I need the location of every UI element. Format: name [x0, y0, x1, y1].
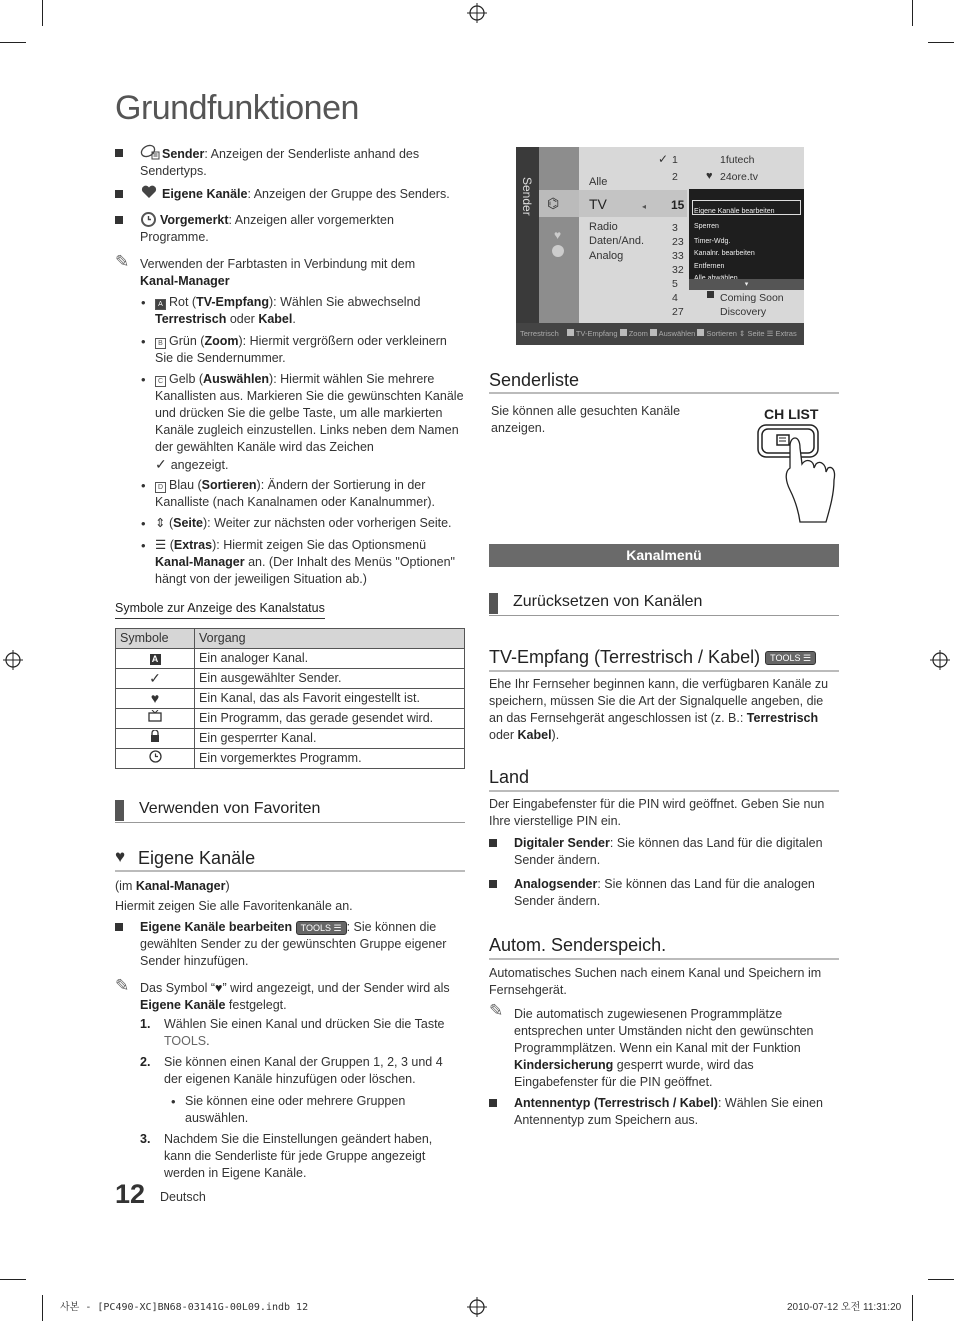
- bullet-square-icon: [115, 190, 123, 198]
- text: ): Hiermit vergrößern oder verkleinern Sie die Sendernummer.: [155, 334, 447, 365]
- section-marker: [489, 593, 498, 614]
- text: Die automatisch zugewiesenen Programmplätze entsprechen unter Umständen nicht den gewünschten Programmplätzen. Wenn ein Kanal mit der Funktion: [514, 1007, 814, 1055]
- cat-daten[interactable]: Daten/And.: [589, 235, 645, 247]
- crop-mark: [928, 42, 954, 43]
- page-title: Grundfunktionen: [115, 89, 359, 127]
- text-bold: Antennentyp (Terrestrisch / Kabel): [514, 1096, 718, 1110]
- kanalmenu-bar: Kanalmenü: [489, 544, 839, 567]
- table-row: [116, 649, 465, 669]
- text: (: [165, 516, 174, 530]
- bullet-text: : Anzeigen aller vorgemerkten Programme.: [140, 213, 394, 244]
- table-cell: Ein analoger Kanal.: [195, 649, 465, 669]
- checkmark-icon: ✓: [155, 456, 167, 472]
- section-marker: [115, 800, 124, 821]
- text: gesperrt wurde, wird das Eingabefenster für die PIN geöffnet.: [514, 1058, 754, 1089]
- table-cell: Ein Kanal, das als Favorit eingestellt ist.: [195, 689, 465, 709]
- page-language: Deutsch: [160, 1190, 206, 1204]
- text: ): Wählen Sie abwechselnd: [269, 295, 421, 309]
- sub-bullet-gelb: [155, 371, 465, 474]
- lock-icon: [116, 729, 195, 749]
- button-d-icon: D: [155, 482, 166, 493]
- divider: [115, 870, 465, 872]
- table-row: [116, 749, 465, 769]
- registration-mark-icon: [930, 650, 950, 670]
- divider: [115, 822, 465, 823]
- text: ): Hiermit zeigen Sie das Optionsmenü: [212, 538, 427, 552]
- popup-item[interactable]: Entfernen: [694, 263, 725, 270]
- text: : Sie können das Land für die analogen Sender ändern.: [514, 877, 815, 908]
- footer-item: Seite: [747, 329, 765, 338]
- sub-bullet-extras: [155, 537, 465, 588]
- table-cell: Ein gesperrter Kanal.: [195, 729, 465, 749]
- im-kanal-manager: [115, 878, 465, 895]
- tools-badge: TOOLS ☰: [765, 651, 816, 665]
- bullet-square-icon: [115, 923, 123, 931]
- text-bold: Terrestrisch: [155, 312, 227, 326]
- sub-bullet-dot: •: [171, 1094, 176, 1109]
- heading-text: TV-Empfang (Terrestrisch / Kabel): [489, 647, 761, 667]
- note-pencil-icon: ✎: [115, 252, 130, 271]
- text: : Wählen Sie einen Antennentyp zum Speichern aus.: [514, 1096, 823, 1127]
- text-bold: Extras: [173, 538, 213, 552]
- text-bold: Analogsender: [514, 877, 598, 891]
- sub-bullet-dot: •: [141, 334, 146, 349]
- crop-mark: [912, 0, 913, 26]
- text: festgelegt.: [225, 998, 287, 1012]
- reset-heading: Zurücksetzen von Kanälen: [513, 593, 703, 610]
- table-cell: Ein ausgewählter Sender.: [195, 669, 465, 689]
- popup-item[interactable]: Sperren: [694, 223, 719, 230]
- print-slug-left: 사본 - [PC490-XC]BN68-03141G-00L09.indb 12: [60, 1302, 309, 1313]
- table-header-row: [116, 629, 465, 649]
- channel-number: 3: [672, 222, 678, 234]
- bullet-vorgemerkt: [140, 212, 460, 246]
- bullet-text: : Anzeigen der Gruppe des Senders.: [247, 187, 450, 201]
- text: ): Ändern der Sortierung in der Kanalliste (nach Kanalnamen oder Kanalnummer).: [155, 478, 436, 509]
- text-bold: Auswählen: [203, 372, 270, 386]
- tv-icon: [116, 709, 195, 729]
- divider: [489, 958, 839, 960]
- footer-item: TV-Empfang: [575, 329, 618, 338]
- channel-number: 32: [672, 264, 684, 276]
- button-c-icon: C: [155, 376, 166, 387]
- text-bold: Kindersicherung: [514, 1058, 614, 1072]
- text: .: [292, 312, 296, 326]
- heart-icon: [141, 185, 157, 199]
- text: Wählen Sie einen Kanal und drücken Sie die Taste: [164, 1017, 445, 1031]
- text-bold: Sortieren: [201, 478, 257, 492]
- step-number: 3.: [140, 1132, 151, 1146]
- text-bold: Eigene Kanäle bearbeiten: [140, 920, 293, 934]
- clock-icon: [552, 245, 564, 257]
- land-heading: Land: [489, 767, 530, 787]
- checkmark-icon: ✓: [116, 669, 195, 689]
- sub-bullet-blau: [155, 477, 465, 511]
- channel-name[interactable]: 24ore.tv: [720, 171, 758, 183]
- clock-icon: [116, 749, 195, 769]
- channel-name[interactable]: Discovery: [720, 306, 767, 318]
- button-a-icon: [567, 329, 574, 336]
- symbols-table: [115, 628, 465, 769]
- text: Grün (: [169, 334, 205, 348]
- footer-item: Terrestrisch: [520, 329, 559, 338]
- channel-number: 2: [672, 171, 678, 183]
- channel-number: 5: [672, 278, 678, 290]
- bullet-text: : Anzeigen der Senderliste anhand des Sendertyps.: [140, 147, 420, 178]
- bullet-eigene: [162, 186, 462, 203]
- text: Ehe Ihr Fernseher beginnen kann, die verfügbaren Kanäle zu speichern, müssen Sie die Art der Signalquelle angeben, die an das Fernsehgerät angeschlossen ist (z. B.:: [489, 677, 829, 725]
- text-bold: Kabel: [517, 728, 552, 742]
- eigene-intro: Hiermit zeigen Sie alle Favoritenkanäle an.: [115, 899, 353, 913]
- screen-footer: [516, 323, 804, 345]
- text-bold: Seite: [173, 516, 204, 530]
- step-3: Nachdem Sie die Einstellungen geändert haben, kann die Senderliste für jede Gruppe angezeigt werden in Eigene Kanäle.: [164, 1132, 433, 1180]
- note-farbtasten: [140, 256, 460, 290]
- tools-menu-icon: ☰: [766, 329, 774, 338]
- divider: [489, 615, 839, 616]
- crop-mark: [42, 0, 43, 26]
- bullet-bold: Sender: [162, 147, 205, 161]
- text: ).: [551, 728, 560, 742]
- text: ): Hiermit wählen Sie mehrere Kanallisten aus. Markieren Sie die gewünschten Kanäle und drücken Sie die gelbe Taste, um alle markierten Kanäle zugleich einzustellen. Links neben dem Namen der gewählten Kanäle wird das Zeichen: [155, 372, 464, 454]
- crop-mark: [42, 1295, 43, 1321]
- eigene-kanaele-heading: Eigene Kanäle: [138, 848, 256, 868]
- button-d-icon: [697, 329, 704, 336]
- bullet-bold: Vorgemerkt: [160, 213, 229, 227]
- crop-mark: [912, 1295, 913, 1321]
- note-bold: Kanal-Manager: [140, 274, 230, 288]
- button-b-icon: [620, 329, 627, 336]
- heart-icon: ♥: [215, 981, 223, 995]
- tools-key: TOOLS: [164, 1034, 207, 1048]
- table-header: Symbole: [116, 629, 195, 649]
- channel-number: 33: [672, 250, 684, 262]
- registration-mark-icon: [467, 1297, 487, 1317]
- button-b-icon: B: [155, 338, 166, 349]
- footer-item: Auswählen: [658, 329, 696, 338]
- table-row: [116, 689, 465, 709]
- step-number: 2.: [140, 1055, 151, 1069]
- bullet-square-icon: [489, 839, 497, 847]
- footer-item: Zoom: [628, 329, 648, 338]
- table-row: [116, 729, 465, 749]
- sub-bullet-dot: •: [141, 372, 146, 387]
- divider: [489, 392, 839, 394]
- heart-icon: ♥: [116, 689, 195, 709]
- bullet-sender: [140, 146, 460, 180]
- text-bold: Terrestrisch: [746, 711, 819, 725]
- tv-empfang-heading: [489, 646, 816, 668]
- popup-item[interactable]: Kanalnr. bearbeiten: [694, 250, 755, 257]
- note-symbol: [140, 980, 462, 1014]
- lock-icon: [707, 291, 714, 298]
- text: angezeigt.: [170, 458, 229, 472]
- text: Das Symbol “: [140, 981, 216, 995]
- bullet-square-icon: [489, 880, 497, 888]
- text: ” wird angezeigt, und der Sender wird als: [222, 981, 450, 995]
- text: (: [166, 538, 174, 552]
- category-icon-column: [539, 147, 579, 323]
- favoriten-heading: Verwenden von Favoriten: [139, 800, 321, 817]
- arrow-left-icon: ◂: [642, 202, 647, 211]
- text-bold: Zoom: [204, 334, 239, 348]
- sidebar-label: Sender: [520, 177, 534, 216]
- print-slug-right: 2010-07-12 오전 11:31:20: [787, 1302, 902, 1313]
- crop-mark: [0, 42, 26, 43]
- senderliste-heading: Senderliste: [489, 370, 580, 390]
- cat-alle[interactable]: Alle: [589, 176, 608, 188]
- page-number: 12: [115, 1179, 146, 1209]
- step-number: 1.: [140, 1017, 151, 1031]
- note-pencil-icon: ✎: [489, 1001, 504, 1020]
- text-bold: TV-Empfang: [196, 295, 270, 309]
- text: : Sie können das Land für die digitalen Sender ändern.: [514, 836, 823, 867]
- remote-chlist-button-icon: [756, 422, 840, 524]
- antennentyp-bullet: [514, 1095, 836, 1129]
- sub-bullet-dot: •: [141, 478, 146, 493]
- cat-tv[interactable]: TV: [589, 196, 607, 212]
- table-row: [116, 669, 465, 689]
- text-bold: Digitaler Sender: [514, 836, 610, 850]
- sub-bullet-gruen: [155, 333, 465, 367]
- channel-name[interactable]: 1futech: [720, 154, 755, 166]
- autom-text: Automatisches Suchen nach einem Kanal und Speichern im Fernsehgerät.: [489, 966, 822, 997]
- tv-count: 15: [671, 198, 685, 212]
- heart-icon: ♥: [706, 170, 713, 182]
- tools-label: TOOLS: [770, 653, 801, 664]
- registration-mark-icon: [467, 3, 487, 23]
- heart-icon: ♥: [554, 228, 562, 242]
- heart-icon: ♥: [115, 847, 126, 866]
- autom-heading: Autom. Senderspeich.: [489, 935, 667, 955]
- channel-name[interactable]: Coming Soon: [720, 292, 784, 304]
- channel-number: 27: [672, 306, 684, 318]
- cat-analog[interactable]: Analog: [589, 250, 624, 262]
- button-c-icon: [650, 329, 657, 336]
- note-text: Verwenden der Farbtasten in Verbindung mit dem: [140, 257, 416, 271]
- table-header: Vorgang: [195, 629, 465, 649]
- text: Gelb (: [169, 372, 204, 386]
- text: an. (Der Inhalt des Menüs "Optionen" hängt von der jeweiligen Situation ab.): [155, 555, 455, 586]
- land-bullet-digital: [514, 835, 836, 869]
- options-popup: [689, 189, 804, 290]
- text: ): [225, 879, 230, 893]
- crop-mark: [0, 1279, 26, 1280]
- cat-radio[interactable]: Radio: [589, 221, 618, 233]
- text: oder: [226, 312, 259, 326]
- page-updown-icon: ⇕: [739, 329, 746, 338]
- sub-bullet-dot: •: [141, 516, 146, 531]
- bullet-square-icon: [115, 149, 123, 157]
- text-bold: Kabel: [258, 312, 293, 326]
- popup-item[interactable]: Eigene Kanäle bearbeiten: [694, 208, 775, 215]
- text: oder: [489, 728, 518, 742]
- crop-mark: [928, 1279, 954, 1280]
- analog-channel-icon: A: [116, 649, 195, 669]
- bullet-eigene-bearbeiten: [140, 919, 462, 970]
- bullet-square-icon: [489, 1099, 497, 1107]
- table-row: [116, 709, 465, 729]
- tools-badge: TOOLS ☰: [296, 921, 347, 935]
- table-cell: Ein Programm, das gerade gesendet wird.: [195, 709, 465, 729]
- bullet-square-icon: [115, 216, 123, 224]
- sub-bullet-dot: •: [141, 295, 146, 310]
- text-bold: Kanal-Manager: [155, 555, 245, 569]
- divider: [489, 790, 839, 792]
- step-2: Sie können einen Kanal der Gruppen 1, 2, 3 und 4 der eigenen Kanäle hinzufügen oder löschen.: [164, 1055, 443, 1086]
- text-bold: Eigene Kanäle: [140, 998, 226, 1012]
- step-1: Wählen Sie einen Kanal und drücken Sie die Taste TOOLS.: [164, 1017, 445, 1048]
- sub-bullet-dot: •: [141, 538, 146, 553]
- popup-item[interactable]: Timer-Wdg.: [694, 238, 731, 245]
- note-pencil-icon: ✎: [115, 976, 130, 995]
- text: Blau (: [169, 478, 202, 492]
- button-a-icon: A: [155, 299, 166, 310]
- step-2-sub: Sie können eine oder mehrere Gruppen auswählen.: [185, 1094, 406, 1125]
- screen-sidebar: [516, 147, 539, 323]
- text: (im: [115, 879, 136, 893]
- channel-number: 1: [672, 154, 678, 166]
- tools-menu-icon: ☰: [155, 538, 167, 552]
- symbols-heading: Symbole zur Anzeige des Kanalstatus: [115, 600, 325, 619]
- page-updown-icon: ⇕: [155, 516, 166, 530]
- popup-scroll-arrow-icon[interactable]: ▾: [689, 279, 804, 290]
- bullet-bold: Eigene Kanäle: [162, 187, 248, 201]
- channel-number: 23: [672, 236, 684, 248]
- text: ): Weiter zur nächsten oder vorherigen Seite.: [203, 516, 452, 530]
- land-text: Der Eingabefenster für die PIN wird geöffnet. Geben Sie nun Ihre vierstellige PIN ein.: [489, 797, 825, 828]
- chlist-label: CH LIST: [764, 406, 819, 422]
- sub-bullet-rot: [155, 294, 465, 328]
- text-bold: Kanal-Manager: [135, 879, 226, 893]
- autom-note: [514, 1006, 836, 1091]
- text: : Sie können die gewählten Sender zu der gewünschten Gruppe eigener Sender hinzufügen.: [140, 920, 447, 968]
- satellite-icon: ⌬: [547, 195, 560, 211]
- land-bullet-analog: [514, 876, 836, 910]
- registration-mark-icon: [3, 650, 23, 670]
- footer-item: Extras: [775, 329, 797, 338]
- divider: [489, 670, 839, 672]
- sub-bullet-seite: [155, 515, 465, 532]
- channel-number: 4: [672, 292, 678, 304]
- tv-empfang-text: [489, 676, 839, 744]
- checkmark-icon: ✓: [658, 152, 669, 166]
- table-cell: Ein vorgemerktes Programm.: [195, 749, 465, 769]
- tools-label: TOOLS: [300, 922, 331, 933]
- senderliste-text: Sie können alle gesuchten Kanäle anzeigen.: [491, 404, 681, 435]
- text: Rot (: [169, 295, 197, 309]
- footer-item: Sortieren: [706, 329, 737, 338]
